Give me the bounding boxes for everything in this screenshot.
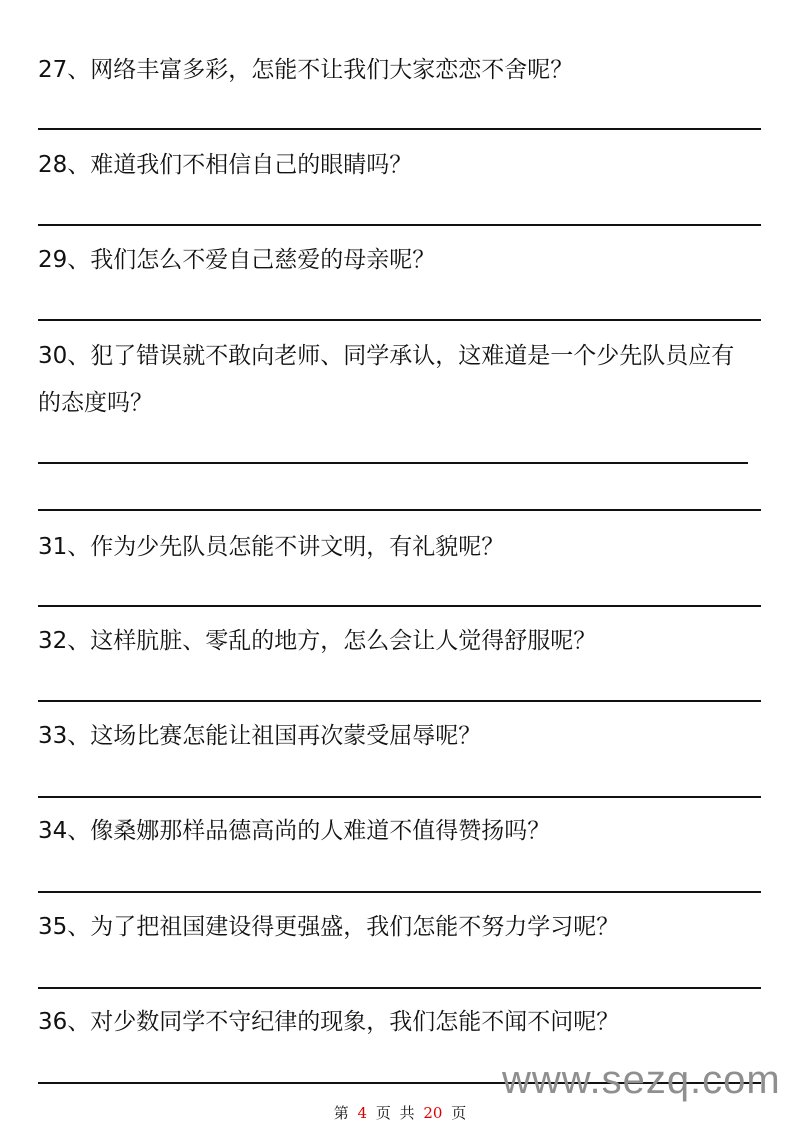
footer-prefix: 第 [333,1104,349,1122]
question-30-line-1: 30、犯了错误就不敢向老师、同学承认，这难道是一个少先队员应有 [38,343,735,369]
answer-line [38,509,761,511]
question-35: 35、为了把祖国建设得更强盛，我们怎能不努力学习呢？ [38,914,620,940]
current-page: 4 [357,1104,368,1122]
question-31: 31、作为少先队员怎能不讲文明，有礼貌呢？ [38,534,505,560]
total-pages: 20 [423,1104,443,1122]
footer-middle: 页 共 [375,1104,415,1122]
page-footer [0,1102,800,1123]
question-27: 27、网络丰富多彩，怎能不让我们大家恋恋不舍呢？ [38,57,574,83]
question-34: 34、像桑娜那样品德高尚的人难道不值得赞扬吗？ [38,818,551,844]
answer-line [38,700,761,702]
answer-line [38,987,761,989]
footer-suffix: 页 [451,1104,467,1122]
question-33: 33、这场比赛怎能让祖国再次蒙受屈辱呢？ [38,723,482,749]
watermark: www.sezq.com [502,1058,781,1102]
answer-line [38,891,761,893]
answer-line [38,462,748,464]
question-28: 28、难道我们不相信自己的眼睛吗？ [38,152,413,178]
answer-line [38,319,761,321]
question-36: 36、对少数同学不守纪律的现象，我们怎能不闻不问呢？ [38,1009,620,1035]
answer-line [38,796,761,798]
answer-line [38,605,761,607]
question-32: 32、这样肮脏、零乱的地方，怎么会让人觉得舒服呢？ [38,628,597,654]
question-30-line-2: 的态度吗？ [38,390,153,416]
answer-line [38,224,761,226]
answer-line [38,128,761,130]
question-29: 29、我们怎么不爱自己慈爱的母亲呢？ [38,247,436,273]
